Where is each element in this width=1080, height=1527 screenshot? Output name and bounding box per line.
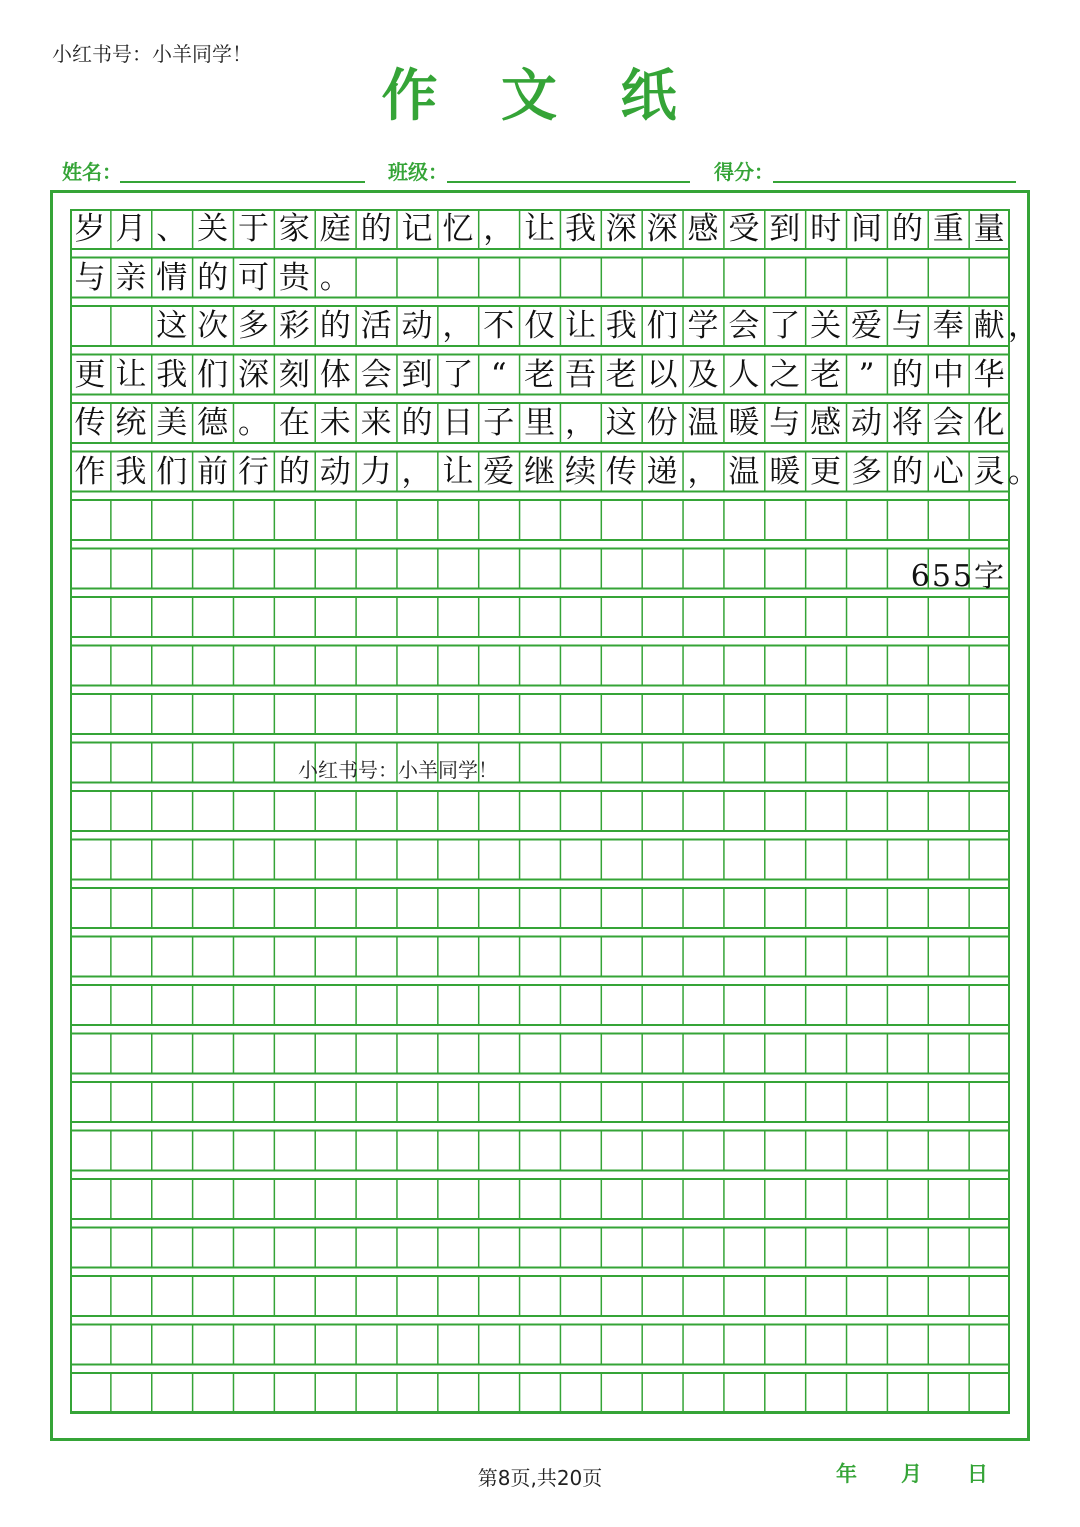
grid-cell-char: 们 bbox=[197, 356, 229, 393]
grid-cell-char: 的 bbox=[891, 356, 923, 393]
grid-cell-char: 家 bbox=[278, 211, 310, 247]
grid-cell-char: 献 bbox=[973, 308, 1005, 344]
grid-cell-char: 们 bbox=[646, 308, 678, 344]
grid-cell-char: 我 bbox=[156, 356, 188, 393]
grid-cell-char: 力 bbox=[360, 453, 392, 490]
grid-cell-char: 关 bbox=[810, 308, 842, 344]
grid-cell-char: 老 bbox=[810, 356, 842, 393]
grid-cell-char: 会 bbox=[728, 308, 760, 344]
grid-cell-char: 暖 bbox=[769, 453, 801, 490]
grid-cell-char: 、 bbox=[156, 211, 188, 247]
grid-cell-char: 学 bbox=[687, 308, 719, 344]
grid-cell-char: 人 bbox=[728, 356, 760, 393]
grid-cell-char: 爱 bbox=[483, 453, 515, 490]
grid-cell-char: 仅 bbox=[524, 308, 556, 344]
grid-cell-char: 彩 bbox=[278, 308, 310, 344]
grid-cell-char: 暖 bbox=[728, 405, 760, 441]
grid-cell-char: 续 bbox=[564, 453, 596, 490]
grid-cell-char: 传 bbox=[74, 405, 106, 441]
grid-cell-char: 动 bbox=[401, 308, 433, 344]
date-year: 年 bbox=[836, 1462, 857, 1486]
grid-cell-char: 里 bbox=[524, 405, 556, 441]
grid-cell-char: ， bbox=[483, 211, 515, 247]
grid-cell-char: ， bbox=[401, 453, 433, 490]
grid-cell-char: 记 bbox=[401, 211, 433, 247]
grid-cell-char: 我 bbox=[564, 211, 596, 247]
watermark-mid: 小红书号：小羊同学！ bbox=[298, 758, 498, 782]
grid-cell-char: 的 bbox=[401, 405, 433, 441]
overflow-punctuation: 。 bbox=[1008, 453, 1039, 490]
grid-cell-char: 与 bbox=[74, 259, 106, 296]
grid-cell-char: 老 bbox=[605, 356, 637, 393]
grid-cell-char: 多 bbox=[237, 308, 269, 344]
grid-cell-char: 刻 bbox=[278, 356, 310, 393]
grid-cell-char: 月 bbox=[115, 211, 147, 247]
score-label: 得分： bbox=[714, 160, 774, 184]
grid-cell-char: 这 bbox=[156, 308, 188, 344]
grid-cell-char: 吾 bbox=[564, 356, 596, 393]
grid-cell-char: 以 bbox=[646, 356, 678, 393]
grid-cell-char: 让 bbox=[524, 211, 556, 247]
grid-cell-char: 让 bbox=[442, 453, 474, 490]
date-day: 日 bbox=[967, 1462, 988, 1486]
grid-cell-char: ， bbox=[442, 308, 474, 344]
grid-cell-char: 动 bbox=[851, 405, 883, 441]
grid-cell-char: 老 bbox=[524, 356, 556, 393]
grid-cell-char: 贵 bbox=[278, 259, 310, 296]
grid-cell-char: 温 bbox=[687, 405, 719, 441]
grid-cell-char: 活 bbox=[360, 308, 392, 344]
grid-cell-char: 时 bbox=[810, 211, 842, 247]
class-label: 班级： bbox=[388, 160, 448, 184]
grid-cell-char: 情 bbox=[156, 259, 188, 296]
grid-cell-char: 岁 bbox=[74, 211, 106, 247]
grid-cell-char: 统 bbox=[115, 405, 147, 441]
page-number: 第8页,共20页 bbox=[477, 1466, 603, 1490]
grid-cell-char: 让 bbox=[115, 356, 147, 393]
grid-cell-char: 重 bbox=[932, 211, 964, 247]
grid-cell-char: 与 bbox=[891, 308, 923, 344]
score-field[interactable] bbox=[773, 181, 1016, 183]
name-field[interactable] bbox=[120, 181, 365, 183]
grid-cell-char: 的 bbox=[278, 453, 310, 490]
grid-cell-char: “ bbox=[490, 356, 507, 393]
grid-cell-char: 中 bbox=[932, 356, 964, 393]
grid-cell-char: 华 bbox=[973, 356, 1005, 393]
grid-cell-char: 会 bbox=[360, 356, 392, 393]
grid-cell-char: 次 bbox=[197, 308, 229, 344]
word-count: 655字 bbox=[910, 558, 1006, 594]
grid-cell-char: 不 bbox=[483, 308, 515, 344]
grid-cell-char: 到 bbox=[401, 356, 433, 393]
grid-cell-char: ， bbox=[564, 405, 596, 441]
grid-cell-char: 心 bbox=[932, 453, 964, 490]
grid-cell-char: 。 bbox=[319, 259, 351, 296]
grid-cell-char: 温 bbox=[728, 453, 760, 490]
grid-cell-char: 亲 bbox=[115, 259, 147, 296]
grid-cell-char: 这 bbox=[605, 405, 637, 441]
grid-cell-char: 深 bbox=[646, 211, 678, 247]
grid-cell-char: 会 bbox=[932, 405, 964, 441]
grid-cell-char: 我 bbox=[605, 308, 637, 344]
grid-cell-char: ” bbox=[858, 356, 875, 393]
grid-cell-char: 继 bbox=[524, 453, 556, 490]
grid-cell-char: 庭 bbox=[319, 211, 351, 247]
grid-cell-char: 与 bbox=[769, 405, 801, 441]
grid-cell-char: 更 bbox=[74, 356, 106, 393]
grid-cell-char: 可 bbox=[237, 259, 269, 296]
grid-cell-char: 化 bbox=[973, 405, 1005, 441]
grid-cell-char: 之 bbox=[769, 356, 801, 393]
grid-cell-char: 未 bbox=[319, 405, 351, 441]
grid-cell-char: 行 bbox=[237, 453, 269, 490]
grid-cell-char: 。 bbox=[237, 405, 269, 441]
grid-cell-char: 爱 bbox=[851, 308, 883, 344]
overflow-punctuation: ， bbox=[1008, 308, 1039, 344]
grid-cell-char: 及 bbox=[687, 356, 719, 393]
date-month: 月 bbox=[901, 1462, 922, 1486]
grid-cell-char: 到 bbox=[769, 211, 801, 247]
grid-cell-char: 前 bbox=[197, 453, 229, 490]
grid-cell-char: 深 bbox=[605, 211, 637, 247]
grid-cell-char: 美 bbox=[156, 405, 188, 441]
grid-cell-char: 关 bbox=[197, 211, 229, 247]
grid-cell-char: 于 bbox=[237, 211, 269, 247]
name-label: 姓名： bbox=[62, 160, 122, 184]
grid-cell-char: 更 bbox=[810, 453, 842, 490]
grid-cell-char: 动 bbox=[319, 453, 351, 490]
grid-cell-char: 日 bbox=[442, 405, 474, 441]
grid-cell-char: 递 bbox=[646, 453, 678, 490]
grid-cell-char: 感 bbox=[687, 211, 719, 247]
grid-cell-char: 深 bbox=[237, 356, 269, 393]
grid-cell-char: 多 bbox=[851, 453, 883, 490]
grid-cell-char: 份 bbox=[646, 405, 678, 441]
grid-cell-char: 子 bbox=[483, 405, 515, 441]
grid-cell-char: 感 bbox=[810, 405, 842, 441]
grid-cell-char: 德 bbox=[197, 405, 229, 441]
grid-cell-char: 将 bbox=[891, 405, 923, 441]
grid-cell-char: ， bbox=[687, 453, 719, 490]
class-field[interactable] bbox=[447, 181, 690, 183]
grid-cell-char: 的 bbox=[360, 211, 392, 247]
grid-cell-char: 我 bbox=[115, 453, 147, 490]
grid-cell-char: 奉 bbox=[932, 308, 964, 344]
watermark-top: 小红书号：小羊同学！ bbox=[52, 42, 252, 66]
grid-cell-char: 来 bbox=[360, 405, 392, 441]
grid-cell-char: 作 bbox=[74, 453, 106, 490]
grid-cell-char: 量 bbox=[973, 211, 1005, 247]
writing-grid bbox=[70, 209, 1039, 1421]
grid-cell-char: 的 bbox=[891, 211, 923, 247]
grid-cell-char: 让 bbox=[564, 308, 596, 344]
grid-cell-char: 忆 bbox=[442, 211, 474, 247]
grid-cell-char: 体 bbox=[319, 356, 351, 393]
grid-cell-char: 了 bbox=[769, 308, 801, 344]
grid-cell-char: 了 bbox=[442, 356, 474, 393]
page-title: 作 文 纸 bbox=[381, 64, 699, 129]
grid-cell-char: 间 bbox=[851, 211, 883, 247]
grid-cell-char: 在 bbox=[278, 405, 310, 441]
grid-cell-char: 的 bbox=[891, 453, 923, 490]
grid-cell-char: 受 bbox=[728, 211, 760, 247]
grid-cell-char: 传 bbox=[605, 453, 637, 490]
grid-cell-char: 的 bbox=[197, 259, 229, 296]
grid-cell-char: 们 bbox=[156, 453, 188, 490]
grid-cell-char: 灵 bbox=[973, 453, 1005, 490]
grid-cell-char: 的 bbox=[319, 308, 351, 344]
